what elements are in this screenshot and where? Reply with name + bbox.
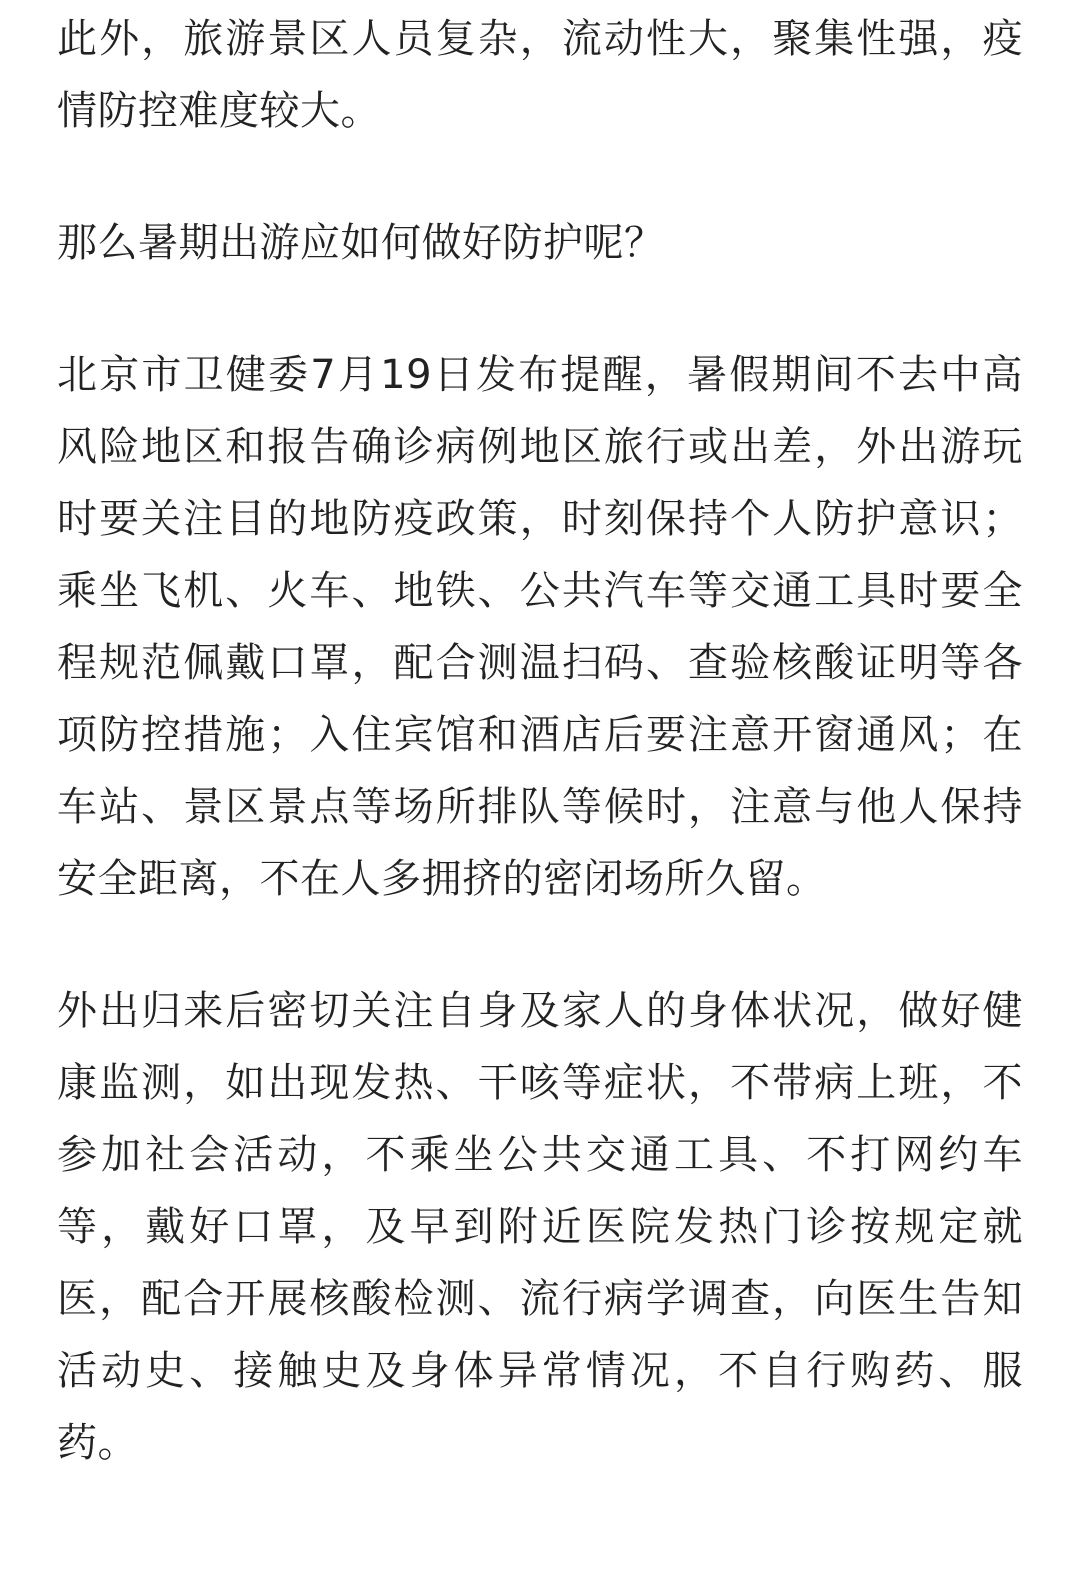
article-body [57, 0, 1023, 1479]
paragraph-tourism-risk: 此外，旅游景区人员复杂，流动性大，聚集性强，疫情防控难度较大。 [57, 16, 1023, 134]
paragraph-question: 那么暑期出游应如何做好防护呢？ [57, 220, 665, 266]
paragraph-health-commission-reminder: 北京市卫健委7月19日发布提醒，暑假期间不去中高风险地区和报告确诊病例地区旅行或出差，外出游玩时要关注目的地防疫政策，时刻保持个人防护意识；乘坐飞机、火车、地铁、公共汽车等交通工具时要全程规范佩戴口罩，配合测温扫码、查验核酸证明等各项防控措施；入住宾馆和酒店后要注意开窗通风；在车站、景区景点等场所排队等候时，注意与他人保持安全距离，不在人多拥挤的密闭场所久留。 [57, 352, 1023, 902]
paragraph-after-return-advice: 外出归来后密切关注自身及家人的身体状况，做好健康监测，如出现发热、干咳等症状，不带病上班，不参加社会活动，不乘坐公共交通工具、不打网约车等，戴好口罩，及早到附近医院发热门诊按规定就医，配合开展核酸检测、流行病学调查，向医生告知活动史、接触史及身体异常情况，不自行购药、服药。 [57, 988, 1023, 1466]
